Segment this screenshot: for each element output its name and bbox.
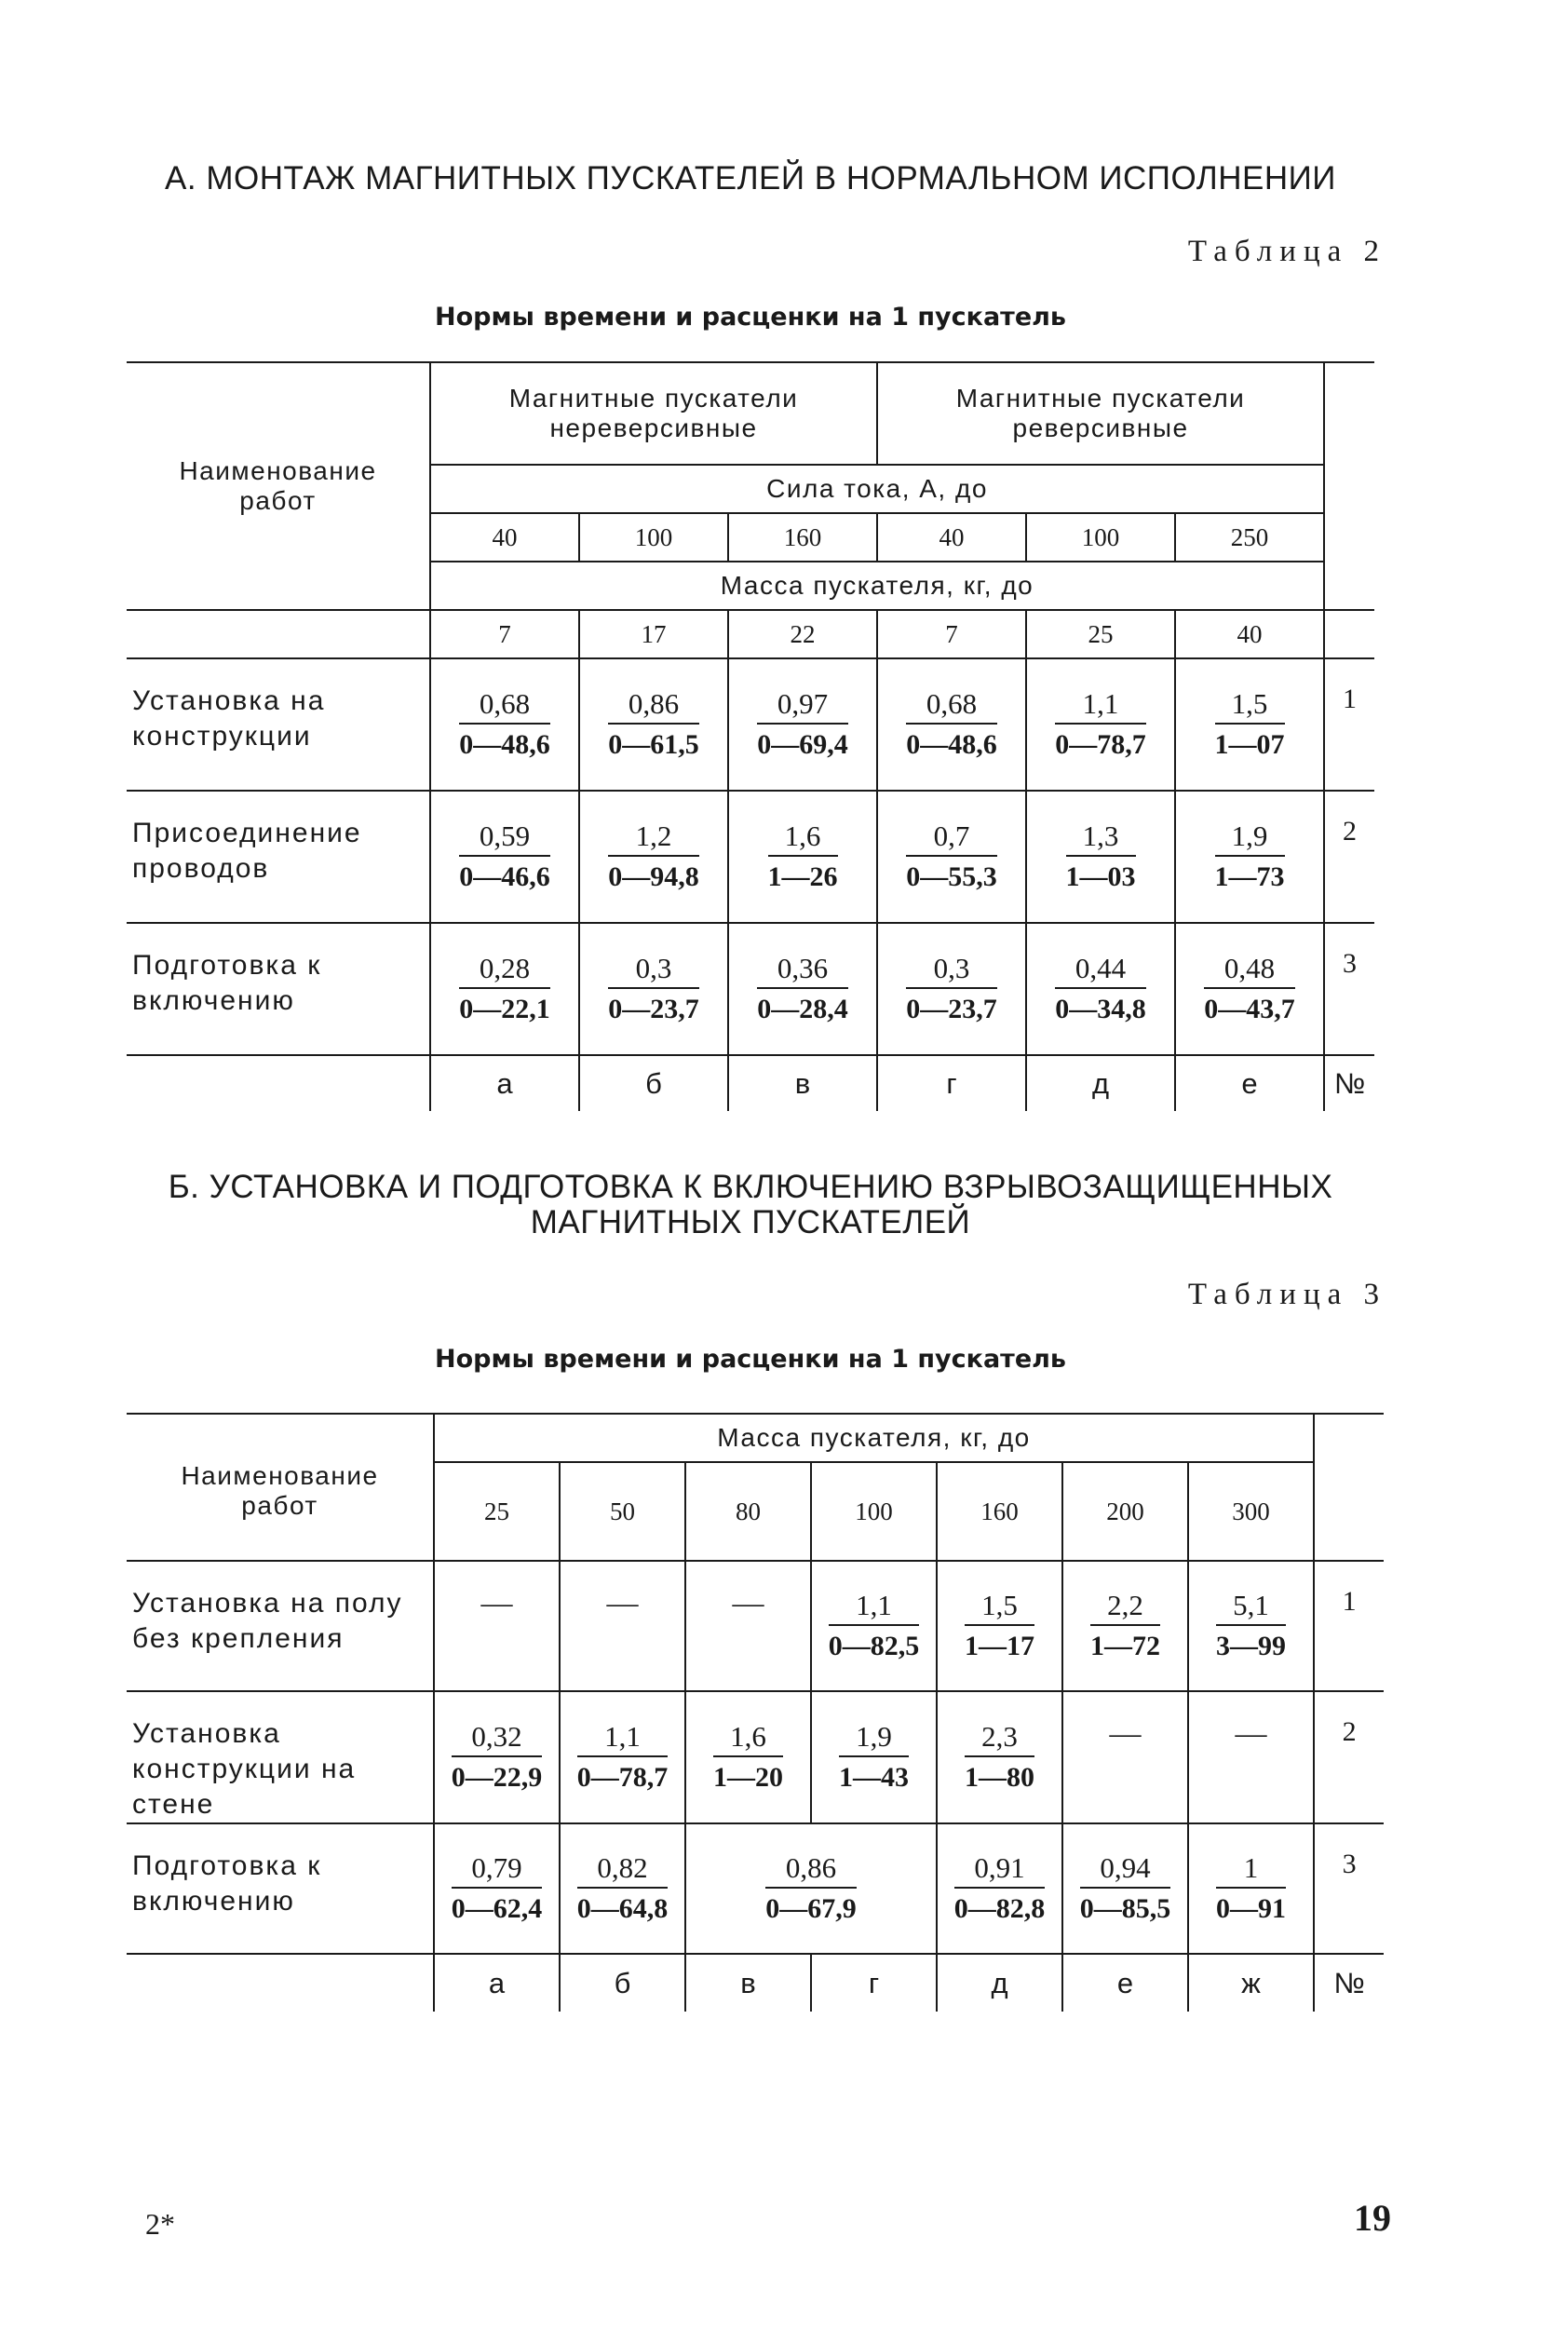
price: 0—91 bbox=[1216, 1893, 1287, 1924]
price: 0—43,7 bbox=[1204, 994, 1295, 1024]
time-norm: 0,97 bbox=[757, 686, 848, 725]
table-2 bbox=[127, 361, 1374, 1111]
empty-norm-dash: — bbox=[560, 1561, 685, 1691]
section-b-heading-line1: Б. УСТАНОВКА И ПОДГОТОВКА К ВКЛЮЧЕНИЮ ВЗРЫВОЗАЩИЩЕННЫХ bbox=[168, 1169, 1333, 1205]
norm-cell bbox=[1026, 791, 1175, 923]
table-3-label: Таблица 3 bbox=[1187, 1278, 1386, 1311]
work-name-header: Наименование работ bbox=[127, 362, 430, 610]
price: 1—20 bbox=[713, 1762, 783, 1793]
time-norm: 0,36 bbox=[757, 951, 848, 989]
price: 0—28,4 bbox=[757, 994, 848, 1024]
table-row bbox=[127, 658, 1374, 791]
work-name-header: Наименование работ bbox=[127, 1414, 434, 1561]
page-number: 19 bbox=[1354, 2197, 1391, 2239]
empty-norm-dash: — bbox=[685, 1561, 811, 1691]
section-b-heading-line2: МАГНИТНЫХ ПУСКАТЕЛЕЙ bbox=[530, 1204, 971, 1240]
section-a-heading: А. МОНТАЖ МАГНИТНЫХ ПУСКАТЕЛЕЙ В НОРМАЛЬНОМ ИСПОЛНЕНИИ bbox=[165, 160, 1336, 196]
price: 1—72 bbox=[1090, 1631, 1160, 1661]
work-name: Установка конструкции на стене bbox=[127, 1691, 434, 1823]
column-letter: ж bbox=[1188, 1954, 1314, 2012]
time-norm: 0,86 bbox=[765, 1850, 857, 1889]
norm-cell-merged bbox=[685, 1823, 937, 1954]
norm-cell bbox=[579, 791, 728, 923]
mass-header: Масса пускателя, кг, до bbox=[430, 562, 1324, 610]
price: 1—26 bbox=[767, 861, 838, 892]
time-norm: 0,7 bbox=[906, 819, 997, 857]
time-norm: 0,3 bbox=[906, 951, 997, 989]
letters-label-blank bbox=[127, 1055, 430, 1111]
work-name: Подготовка к включению bbox=[127, 923, 430, 1055]
row-number: 3 bbox=[1324, 923, 1374, 1055]
price: 0—48,6 bbox=[906, 729, 997, 760]
norm-cell bbox=[1026, 923, 1175, 1055]
price: 0—64,8 bbox=[576, 1893, 669, 1924]
time-norm: 1 bbox=[1216, 1850, 1286, 1889]
norm-cell bbox=[811, 1561, 937, 1691]
mass-value: 80 bbox=[685, 1462, 811, 1561]
time-norm: 0,44 bbox=[1055, 951, 1146, 989]
mass-value: 100 bbox=[811, 1462, 937, 1561]
price: 3—99 bbox=[1216, 1631, 1287, 1661]
time-norm: 1,1 bbox=[829, 1588, 920, 1626]
current-value: 40 bbox=[877, 513, 1026, 562]
norm-cell bbox=[728, 658, 877, 791]
price: 0—34,8 bbox=[1055, 994, 1146, 1024]
price: 0—82,5 bbox=[828, 1631, 920, 1661]
mass-header: Масса пускателя, кг, до bbox=[434, 1414, 1314, 1462]
time-norm: 0,86 bbox=[608, 686, 699, 725]
price: 0—55,3 bbox=[906, 861, 997, 892]
mass-value: 25 bbox=[434, 1462, 560, 1561]
time-norm: 0,32 bbox=[452, 1719, 543, 1757]
norm-cell bbox=[1175, 658, 1324, 791]
table-2-label: Таблица 2 bbox=[1187, 235, 1386, 268]
table-row bbox=[127, 1561, 1384, 1691]
norm-cell bbox=[1062, 1561, 1188, 1691]
time-norm: 0,91 bbox=[954, 1850, 1046, 1889]
norm-cell bbox=[877, 923, 1026, 1055]
empty-norm-dash: — bbox=[1188, 1691, 1314, 1823]
mass-value: 25 bbox=[1026, 610, 1175, 658]
mass-value: 7 bbox=[430, 610, 579, 658]
norm-cell bbox=[430, 791, 579, 923]
norm-cell bbox=[937, 1691, 1062, 1823]
table-2-caption: Нормы времени и расценки на 1 пускатель bbox=[434, 303, 1066, 332]
price: 0—46,6 bbox=[459, 861, 550, 892]
time-norm: 1,6 bbox=[768, 819, 838, 857]
row-number: 1 bbox=[1324, 658, 1374, 791]
price: 0—22,1 bbox=[459, 994, 550, 1024]
price: 1—43 bbox=[839, 1762, 909, 1793]
mass-value: 17 bbox=[579, 610, 728, 658]
work-name: Присоединение проводов bbox=[127, 791, 430, 923]
norm-cell bbox=[685, 1691, 811, 1823]
price: 1—03 bbox=[1065, 861, 1136, 892]
column-letter: а bbox=[434, 1954, 560, 2012]
price: 1—17 bbox=[965, 1631, 1034, 1661]
norm-cell bbox=[434, 1823, 560, 1954]
norm-cell bbox=[560, 1823, 685, 1954]
column-letter: а bbox=[430, 1055, 579, 1111]
norm-cell bbox=[430, 658, 579, 791]
mass-value: 7 bbox=[877, 610, 1026, 658]
time-norm: 2,3 bbox=[965, 1719, 1034, 1757]
time-norm: 1,1 bbox=[577, 1719, 669, 1757]
current-header: Сила тока, А, до bbox=[430, 465, 1324, 513]
time-norm: 1,1 bbox=[1055, 686, 1146, 725]
column-letter: г bbox=[811, 1954, 937, 2012]
num-sign: № bbox=[1314, 1954, 1384, 2012]
column-letter: е bbox=[1175, 1055, 1324, 1111]
column-letter: в bbox=[685, 1954, 811, 2012]
current-value: 160 bbox=[728, 513, 877, 562]
column-letter: д bbox=[1026, 1055, 1175, 1111]
group-reversible-header: Магнитные пускатели реверсивные bbox=[877, 362, 1324, 465]
norm-cell bbox=[937, 1561, 1062, 1691]
work-name: Подготовка к включению bbox=[127, 1823, 434, 1954]
price: 1—73 bbox=[1214, 861, 1285, 892]
norm-cell bbox=[937, 1823, 1062, 1954]
time-norm: 1,3 bbox=[1066, 819, 1136, 857]
row-number: 2 bbox=[1324, 791, 1374, 923]
norm-cell bbox=[1188, 1561, 1314, 1691]
current-value: 250 bbox=[1175, 513, 1324, 562]
time-norm: 1,6 bbox=[713, 1719, 783, 1757]
time-norm: 2,2 bbox=[1090, 1588, 1160, 1626]
time-norm: 0,48 bbox=[1204, 951, 1295, 989]
norm-cell bbox=[811, 1691, 937, 1823]
table-row bbox=[127, 791, 1374, 923]
signature-mark: 2* bbox=[145, 2207, 175, 2241]
norm-cell bbox=[579, 658, 728, 791]
price: 0—78,7 bbox=[1055, 729, 1146, 760]
column-letter: д bbox=[937, 1954, 1062, 2012]
norm-cell bbox=[560, 1691, 685, 1823]
group-nonreversible-header: Магнитные пускатели нереверсивные bbox=[430, 362, 877, 465]
price: 0—22,9 bbox=[451, 1762, 543, 1793]
empty-norm-dash: — bbox=[1062, 1691, 1188, 1823]
price: 1—80 bbox=[965, 1762, 1034, 1793]
row-number: 1 bbox=[1314, 1561, 1384, 1691]
norm-cell bbox=[1175, 923, 1324, 1055]
price: 1—07 bbox=[1214, 729, 1285, 760]
table-row bbox=[127, 1691, 1384, 1823]
num-sign: № bbox=[1324, 1055, 1374, 1111]
num-header-blank bbox=[1324, 362, 1374, 610]
letters-label-blank bbox=[127, 1954, 434, 2012]
norm-cell bbox=[728, 923, 877, 1055]
time-norm: 0,28 bbox=[459, 951, 550, 989]
current-value: 40 bbox=[430, 513, 579, 562]
current-value: 100 bbox=[1026, 513, 1175, 562]
num-header-blank bbox=[1314, 1414, 1384, 1561]
column-letter: е bbox=[1062, 1954, 1188, 2012]
norm-cell bbox=[877, 658, 1026, 791]
norm-cell bbox=[1062, 1823, 1188, 1954]
time-norm: 0,3 bbox=[608, 951, 699, 989]
price: 0—48,6 bbox=[459, 729, 550, 760]
column-letter: б bbox=[579, 1055, 728, 1111]
time-norm: 0,82 bbox=[577, 1850, 669, 1889]
price: 0—61,5 bbox=[608, 729, 699, 760]
norm-cell bbox=[1175, 791, 1324, 923]
mass-value: 50 bbox=[560, 1462, 685, 1561]
table-3-caption: Нормы времени и расценки на 1 пускатель bbox=[434, 1345, 1066, 1374]
norm-cell bbox=[728, 791, 877, 923]
column-letter: в bbox=[728, 1055, 877, 1111]
time-norm: 1,9 bbox=[1215, 819, 1285, 857]
price: 0—62,4 bbox=[451, 1893, 543, 1924]
mass-value: 160 bbox=[937, 1462, 1062, 1561]
mass-label-blank bbox=[127, 610, 430, 658]
current-value: 100 bbox=[579, 513, 728, 562]
time-norm: 0,59 bbox=[459, 819, 550, 857]
empty-norm-dash: — bbox=[434, 1561, 560, 1691]
column-letter: г bbox=[877, 1055, 1026, 1111]
price: 0—94,8 bbox=[608, 861, 699, 892]
time-norm: 0,68 bbox=[906, 686, 997, 725]
time-norm: 5,1 bbox=[1216, 1588, 1286, 1626]
norm-cell bbox=[430, 923, 579, 1055]
table-row bbox=[127, 923, 1374, 1055]
price: 0—69,4 bbox=[757, 729, 848, 760]
time-norm: 1,5 bbox=[965, 1588, 1034, 1626]
mass-value: 22 bbox=[728, 610, 877, 658]
time-norm: 1,2 bbox=[608, 819, 699, 857]
norm-cell bbox=[434, 1691, 560, 1823]
time-norm: 0,94 bbox=[1080, 1850, 1171, 1889]
work-name: Установка на конструкции bbox=[127, 658, 430, 791]
num-blank bbox=[1324, 610, 1374, 658]
time-norm: 0,79 bbox=[452, 1850, 543, 1889]
price: 0—82,8 bbox=[953, 1893, 1046, 1924]
work-name: Установка на полу без крепления bbox=[127, 1561, 434, 1691]
table-3 bbox=[127, 1413, 1384, 2012]
column-letter: б bbox=[560, 1954, 685, 2012]
price: 0—67,9 bbox=[765, 1893, 857, 1924]
norm-cell bbox=[1188, 1823, 1314, 1954]
price: 0—23,7 bbox=[608, 994, 699, 1024]
table-row bbox=[127, 1823, 1384, 1954]
norm-cell bbox=[579, 923, 728, 1055]
time-norm: 1,5 bbox=[1215, 686, 1285, 725]
mass-value: 40 bbox=[1175, 610, 1324, 658]
mass-value: 300 bbox=[1188, 1462, 1314, 1561]
time-norm: 1,9 bbox=[839, 1719, 909, 1757]
norm-cell bbox=[1026, 658, 1175, 791]
row-number: 3 bbox=[1314, 1823, 1384, 1954]
price: 0—85,5 bbox=[1079, 1893, 1171, 1924]
price: 0—78,7 bbox=[576, 1762, 669, 1793]
mass-value: 200 bbox=[1062, 1462, 1188, 1561]
price: 0—23,7 bbox=[906, 994, 997, 1024]
time-norm: 0,68 bbox=[459, 686, 550, 725]
norm-cell bbox=[877, 791, 1026, 923]
row-number: 2 bbox=[1314, 1691, 1384, 1823]
